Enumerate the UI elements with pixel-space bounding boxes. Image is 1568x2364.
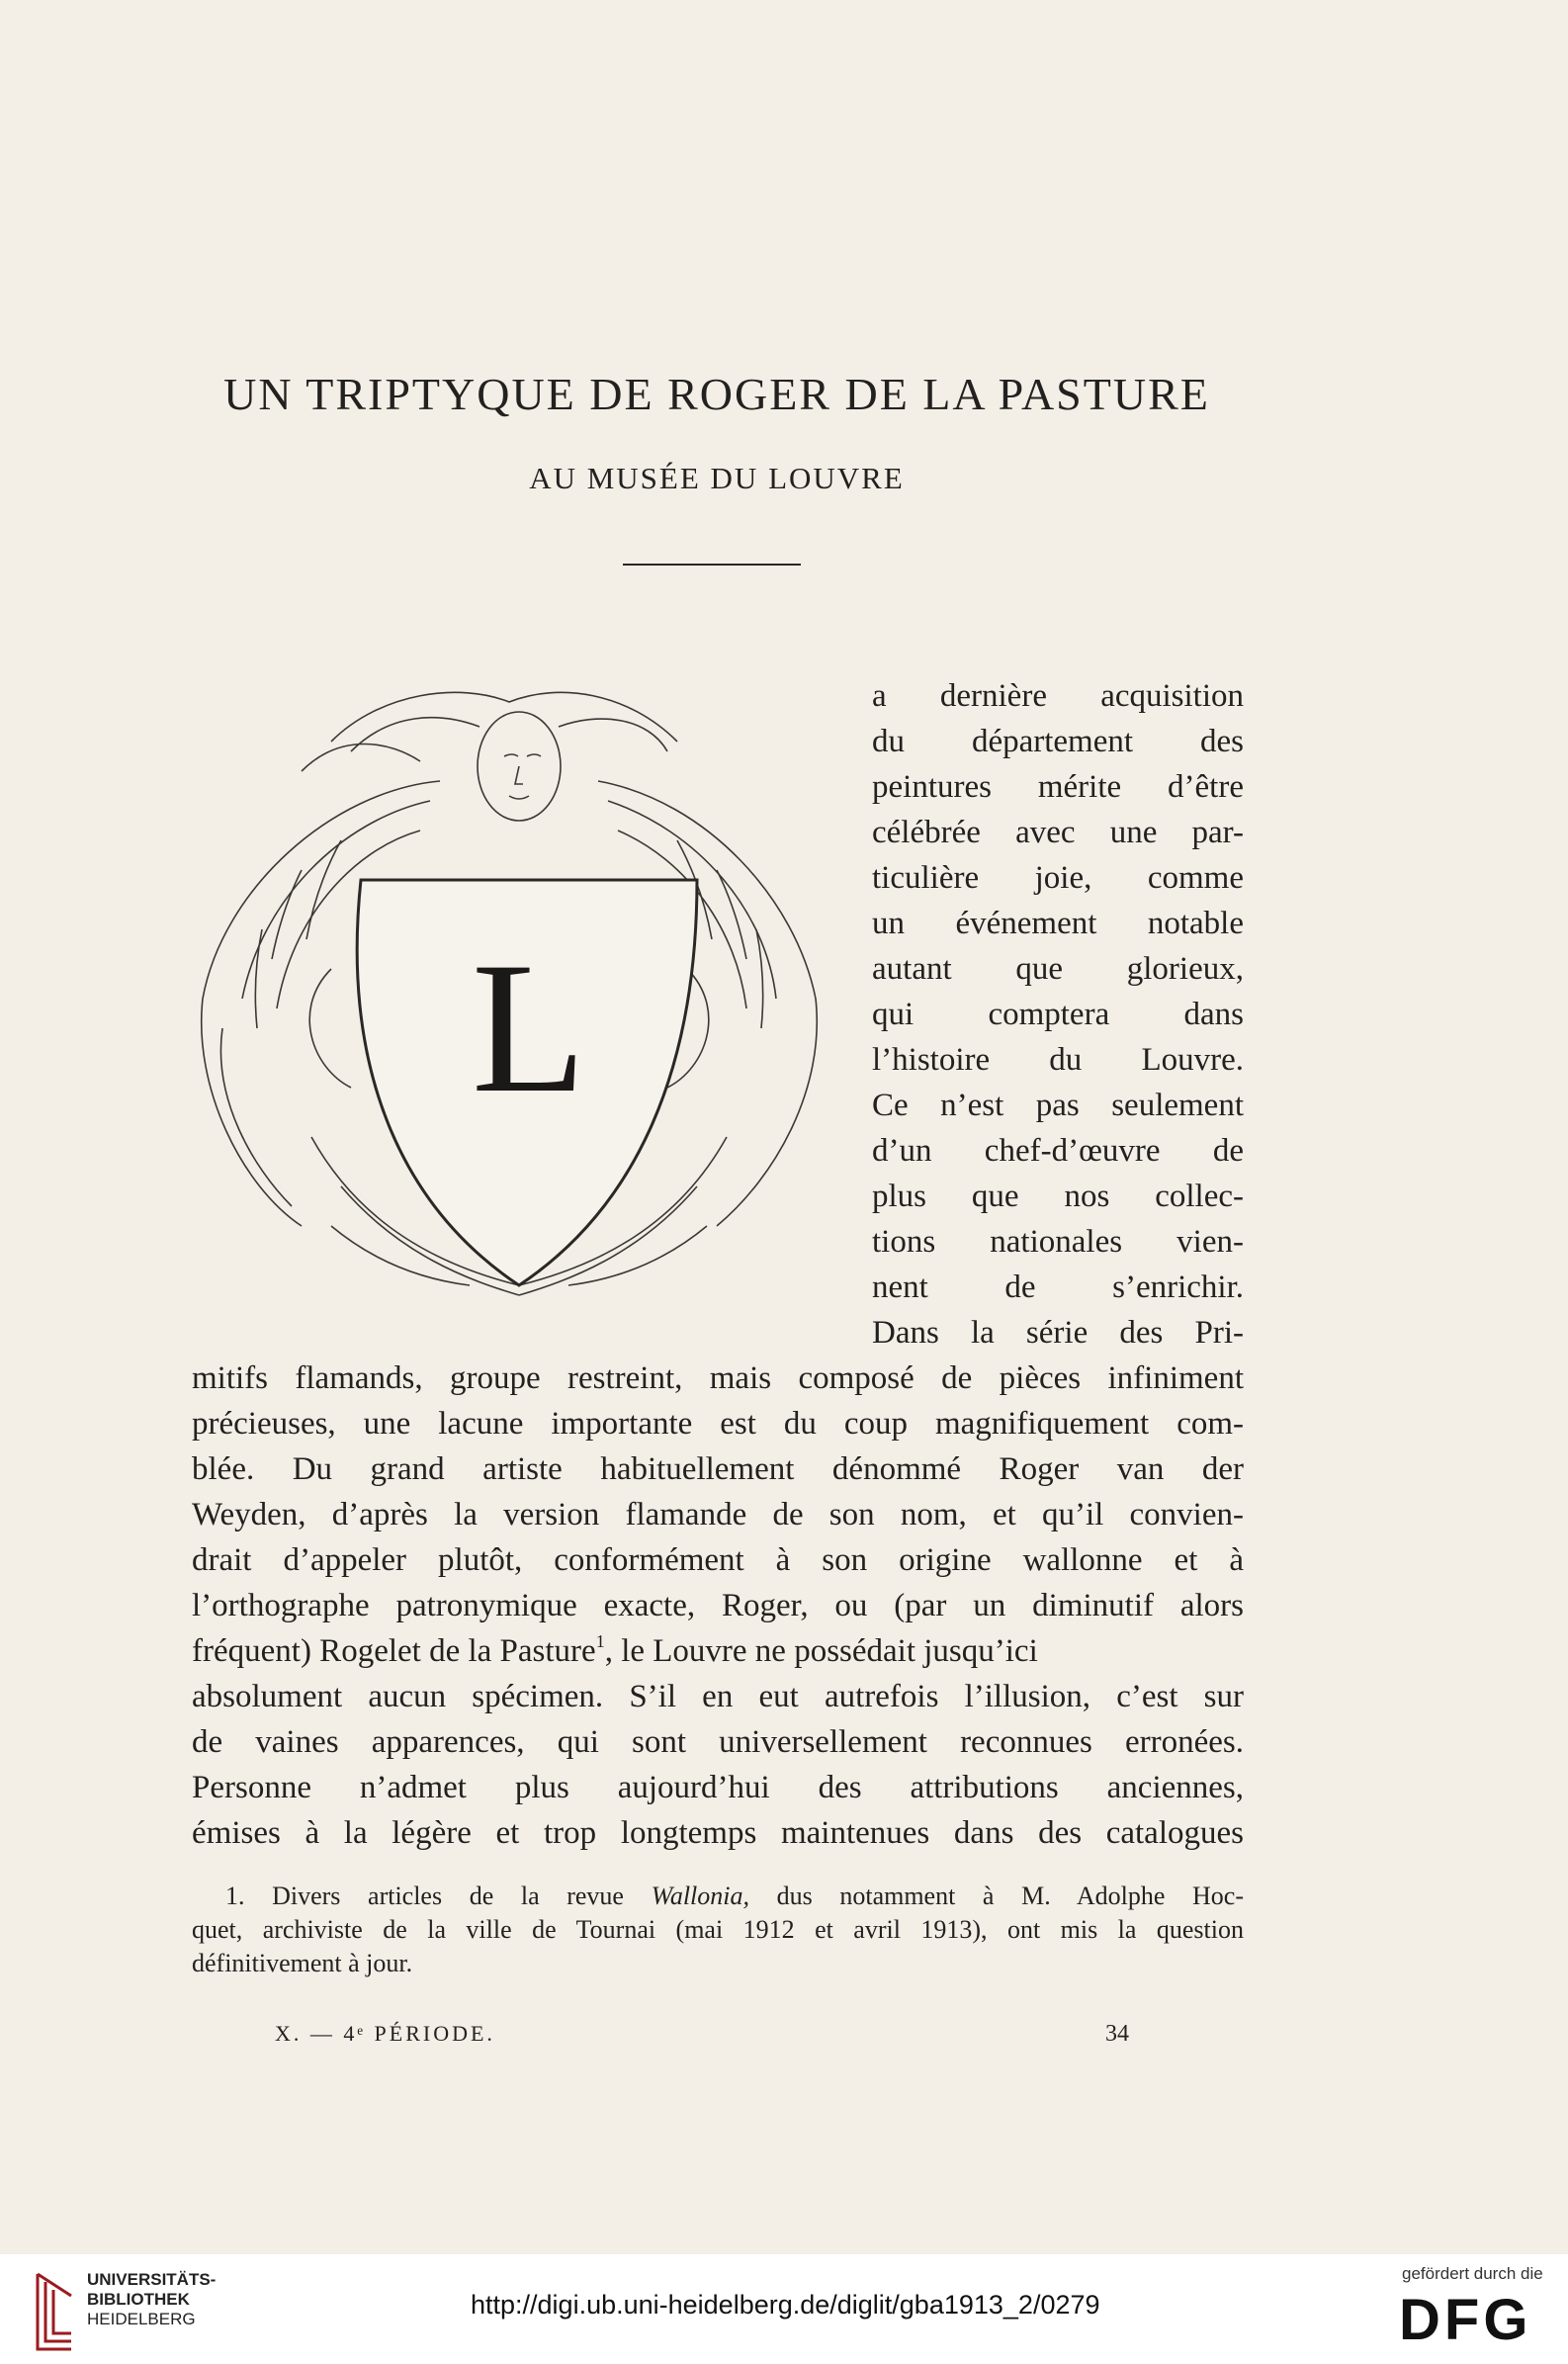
body-text: fréquent) Rogelet de la Pasture: [192, 1633, 596, 1669]
body-line: mitifs flamands, groupe restreint, mais composé de pièces infiniment: [192, 1360, 1244, 1396]
body-line: Dans la série des Pri-: [872, 1315, 1244, 1351]
body-line: précieuses, une lacune importante est du coup magnifiquement com-: [192, 1406, 1244, 1442]
body-line: qui comptera dans: [872, 997, 1244, 1032]
drop-cap-letter: L: [471, 924, 587, 1132]
body-line: autant que glorieux,: [872, 951, 1244, 987]
footnote-text: 1. Divers articles de la revue: [225, 1882, 652, 1910]
body-line: célébrée avec une par-: [872, 815, 1244, 850]
body-line: blée. Du grand artiste habituellement dénommé Roger van der: [192, 1451, 1244, 1487]
footnote-text: dus notamment à M. Adolphe Hoc-: [749, 1882, 1244, 1910]
body-line: d’un chef-d’œuvre de: [872, 1133, 1244, 1169]
body-line: absolument aucun spécimen. S’il en eut autrefois l’illusion, c’est sur: [192, 1679, 1244, 1714]
body-line: l’histoire du Louvre.: [872, 1042, 1244, 1078]
article-subtitle: AU MUSÉE DU LOUVRE: [529, 461, 905, 495]
volume-period: X. — 4ᵉ PÉRIODE.: [275, 2021, 495, 2046]
footnote-reference[interactable]: 1: [595, 1631, 605, 1651]
body-line: l’orthographe patronymique exacte, Roger, ou (par un diminutif alors: [192, 1588, 1244, 1623]
funding-note: gefördert durch die: [1402, 2264, 1543, 2283]
body-line: a dernière acquisition: [872, 678, 1244, 714]
footnote-line: définitivement à jour.: [192, 1949, 413, 1977]
body-line: ticulière joie, comme: [872, 860, 1244, 896]
body-line: émises à la légère et trop longtemps maintenues dans des catalogues: [192, 1815, 1244, 1851]
body-line-with-footnote: [192, 1631, 1244, 1671]
body-line: plus que nos collec-: [872, 1179, 1244, 1214]
body-line: un événement notable: [872, 906, 1244, 941]
body-line: tions nationales vien-: [872, 1224, 1244, 1260]
body-text: , le Louvre ne possédait jusqu’ici: [604, 1633, 1038, 1669]
article-title: UN TRIPTYQUE DE ROGER DE LA PASTURE: [223, 369, 1210, 419]
body-line: de vaines apparences, qui sont universellement reconnues erronées.: [192, 1724, 1244, 1760]
body-line: du département des: [872, 724, 1244, 759]
footnote-line: [225, 1881, 1244, 1912]
body-line: Personne n’admet plus aujourd’hui des attributions anciennes,: [192, 1770, 1244, 1805]
library-name-line: BIBLIOTHEK: [87, 2290, 190, 2309]
page-number: 34: [1105, 2021, 1129, 2047]
footnote-italic: Wallonia,: [651, 1882, 750, 1910]
body-line: peintures mérite d’être: [872, 769, 1244, 805]
library-name-line: HEIDELBERG: [87, 2310, 196, 2328]
body-line: Weyden, d’après la version flamande de son nom, et qu’il convien-: [192, 1497, 1244, 1532]
library-name: [87, 2270, 216, 2329]
university-library-logo-icon: [34, 2266, 75, 2357]
footnote-line: quet, archiviste de la ville de Tournai (mai 1912 et avril 1913), ont mis la question: [192, 1915, 1244, 1944]
dfg-logo: DFG: [1399, 2288, 1532, 2352]
library-name-line: UNIVERSITÄTS-: [87, 2270, 217, 2289]
title-rule: [623, 564, 801, 566]
body-line: drait d’appeler plutôt, conformément à son origine wallonne et à: [192, 1542, 1244, 1578]
source-url-link[interactable]: http://digi.ub.uni-heidelberg.de/diglit/gba1913_2/0279: [471, 2290, 1100, 2320]
body-line: Ce n’est pas seulement: [872, 1088, 1244, 1123]
body-line: nent de s’enrichir.: [872, 1270, 1244, 1305]
